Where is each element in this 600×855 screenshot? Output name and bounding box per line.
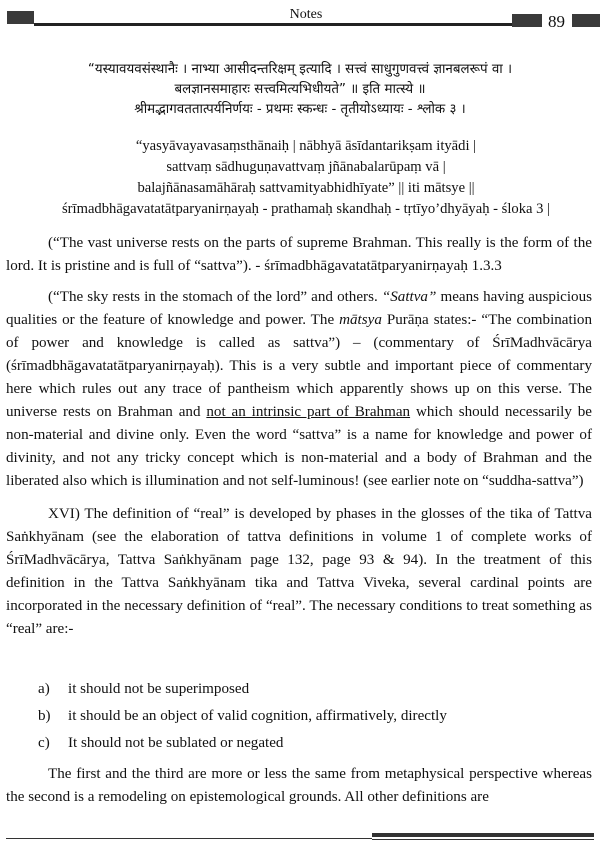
list-item [0, 676, 586, 703]
conditions-list [0, 676, 586, 757]
running-title: Notes [289, 7, 323, 22]
commentary-text: Purāṇa states:- “The combination of power and knowledge is called as sattva”) – (commentary of ŚrīMadhvācārya (śrīmadbhāgavatatātparyanirṇayaḥ). This is a very subtle and important piece of commentary here which rules out any trace of pantheism which apparently shows up on this verse. The universe rests on Brahman and [6, 312, 592, 420]
paragraph-closing: The first and the third are more or less the same from metaphysical perspective whereas the second is a remodeling on epistemological grounds. All other definitions are [6, 766, 592, 805]
sanskrit-line: श्रीमद्भागवततात्पर्यनिर्णयः - प्रथमः स्कन्धः - तृतीयोऽध्यायः - श्लोक ३ । [134, 102, 466, 117]
footer-rule [6, 838, 372, 839]
transliteration-line: sattvaṃ sādhuguṇavattvaṃ jñānabalarūpaṃ vā | [166, 159, 446, 175]
closing-text [6, 763, 592, 809]
sanskrit-line: बलज्ञानसमाहारः सत्त्वमित्यभिधीयते” ॥ इति मात्स्ये ॥ [174, 82, 426, 97]
footer-rule-thick [372, 833, 594, 837]
header-rule [34, 23, 512, 26]
paragraph-definition-real: XVI) The definition of “real” is developed by phases in the glosses of the tika of Tattva Saṅkhyānam (see the elaboration of tattva definitions in volume 1 of complete works of ŚrīMadhvācārya, Tattva Saṅkhyānam page 132, page 93 & 94). In the treatment of this definition in the Tattva Saṅkhyānam tika and Tattva Viveka, several cardinal points are incorporated in the necessary definition of “real”. The necessary conditions to treat something as “real” are:- [6, 506, 592, 637]
list-item-text: It should not be sublated or negated [68, 735, 284, 751]
header-rule-block-far [572, 14, 600, 27]
transliteration-line: balajñānasamāhāraḥ sattvamityabhidhīyate” || iti mātsye || [137, 180, 475, 196]
sanskrit-verse [0, 60, 600, 120]
list-marker: a) [38, 681, 50, 697]
transliteration-line: “yasyāvayavasaṃsthānaiḥ | nābhyā āsīdantarikṣam ityādi | [135, 138, 477, 154]
list-item [0, 730, 586, 757]
list-item-text: it should not be superimposed [68, 681, 250, 697]
transliteration-line: śrīmadbhāgavatatātparyanirṇayaḥ - prathamaḥ skandhaḥ - tṛtīyo’dhyāyaḥ - śloka 3 | [62, 201, 550, 217]
footer-rule-thin [372, 839, 594, 840]
underlined-phrase: not an intrinsic part of Brahman [206, 404, 411, 420]
sattva-term: “Sattva” [381, 289, 437, 305]
list-item-text: it should be an object of valid cognition, affirmatively, directly [68, 708, 447, 724]
commentary-text: which should necessarily be non-material and divine only. Even the word “sattva” is a name for knowledge and power of divinity, and not any tricky concept which is non-material and a body of Brahman and the liberated also which is illumination and not self-luminous! (see earlier note on “suddha-sattva”) [6, 404, 592, 489]
paragraph-commentary [6, 286, 592, 493]
transliteration-verse [0, 136, 600, 220]
commentary-text: means having auspicious qualities or the feature of knowledge and power. The [6, 289, 593, 328]
list-item [0, 703, 586, 730]
matsya-term: mātsya [339, 312, 382, 328]
paragraph-translation: (“The vast universe rests on the parts of supreme Brahman. This really is the form of the lord. It is pristine and is full of “sattva”). - śrīmadbhāgavatatātparyanirṇayaḥ 1.3.3 [6, 235, 592, 274]
body-text [6, 232, 592, 641]
list-marker: c) [38, 735, 50, 751]
sanskrit-line: “यस्यावयवसंस्थानैः । नाभ्या आसीदन्तरिक्षम् इत्यादि । सत्त्वं साधुगुणवत्त्वं ज्ञानबलरूपं वा । [87, 62, 513, 77]
page-number: 89 [548, 12, 565, 31]
commentary-text: (“The sky rests in the stomach of the lord” and others. [48, 289, 382, 305]
list-marker: b) [38, 708, 51, 724]
header-rule-block-right [512, 14, 542, 27]
